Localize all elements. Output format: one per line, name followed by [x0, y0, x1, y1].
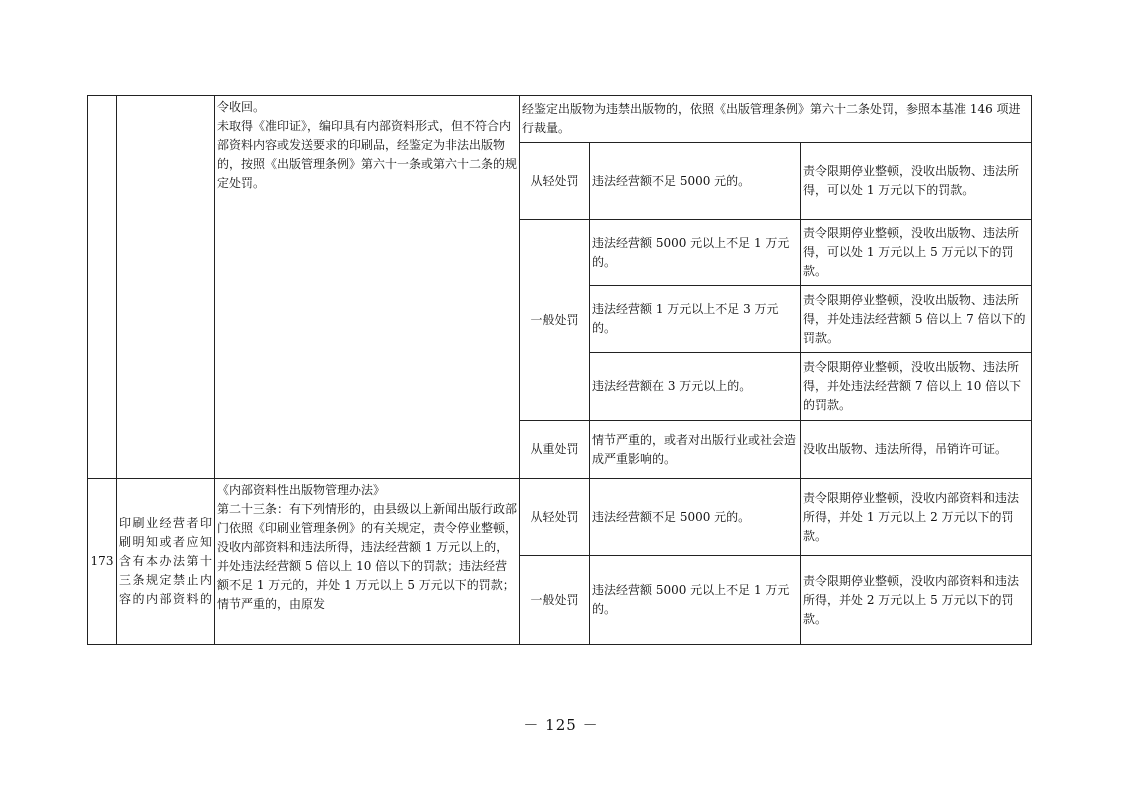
- row-173-light-condition: 违法经营额不足 5000 元的。: [590, 479, 801, 556]
- penalty-standard-table: [87, 95, 1032, 645]
- row-172-legal-basis: 令收回。 未取得《准印证》，编印具有内部资料形式，但不符合内部资料内容或发送要求的印刷品，经鉴定为非法出版物的，按照《出版管理条例》第六十一条或第六十二条的规定处罚。: [215, 96, 520, 479]
- row-173-general-level: 一般处罚: [520, 556, 590, 645]
- row-172-general-level: 一般处罚: [520, 220, 590, 421]
- row-172-light-condition: 违法经营额不足 5000 元的。: [590, 143, 801, 220]
- row-172-number-cell: [88, 96, 117, 479]
- row-172-general-condition-3: 违法经营额在 3 万元以上的。: [590, 353, 801, 421]
- row-172-light-level: 从轻处罚: [520, 143, 590, 220]
- row-173-general-condition-1: 违法经营额 5000 元以上不足 1 万元的。: [590, 556, 801, 645]
- row-172-general-penalty-2: 责令限期停业整顿，没收出版物、违法所得，并处违法经营额 5 倍以上 7 倍以下的罚款。: [801, 286, 1032, 353]
- row-172-note: 经鉴定出版物为违禁出版物的，依照《出版管理条例》第六十二条处罚，参照本基准 146 项进行裁量。: [520, 96, 1032, 143]
- row-173-item: 印刷业经营者印刷明知或者应知含有本办法第十三条规定禁止内容的内部资料的: [117, 479, 215, 645]
- row-173-legal-basis: 《内部资料性出版物管理办法》 第二十三条：有下列情形的，由县级以上新闻出版行政部门依照《印刷业管理条例》的有关规定，责令停业整顿，没收内部资料和违法所得，违法经营额 1 万元以上的，并处违法经营额 5 倍以上 10 倍以下的罚款；违法经营额不足 1 万元的，并处 1 万元以上 5 万元以下的罚款；情节严重的，由原发: [215, 479, 520, 645]
- row-172-heavy-level: 从重处罚: [520, 421, 590, 479]
- row-173-general-penalty-1: 责令限期停业整顿，没收内部资料和违法所得，并处 2 万元以上 5 万元以下的罚款。: [801, 556, 1032, 645]
- row-172-general-condition-1: 违法经营额 5000 元以上不足 1 万元的。: [590, 220, 801, 286]
- row-172-general-penalty-1: 责令限期停业整顿，没收出版物、违法所得，可以处 1 万元以上 5 万元以下的罚款。: [801, 220, 1032, 286]
- row-172-heavy-penalty: 没收出版物、违法所得，吊销许可证。: [801, 421, 1032, 479]
- row-173-light-penalty: 责令限期停业整顿，没收内部资料和违法所得，并处 1 万元以上 2 万元以下的罚款。: [801, 479, 1032, 556]
- row-172-general-penalty-3: 责令限期停业整顿，没收出版物、违法所得，并处违法经营额 7 倍以上 10 倍以下的罚款。: [801, 353, 1032, 421]
- row-172-heavy-condition: 情节严重的，或者对出版行业或社会造成严重影响的。: [590, 421, 801, 479]
- row-172-item-cell: [117, 96, 215, 479]
- row-173-number: 173: [88, 479, 117, 645]
- row-172-general-condition-2: 违法经营额 1 万元以上不足 3 万元的。: [590, 286, 801, 353]
- page-number: － 125 －: [523, 716, 599, 734]
- row-173-light-level: 从轻处罚: [520, 479, 590, 556]
- row-172-light-penalty: 责令限期停业整顿，没收出版物、违法所得，可以处 1 万元以下的罚款。: [801, 143, 1032, 220]
